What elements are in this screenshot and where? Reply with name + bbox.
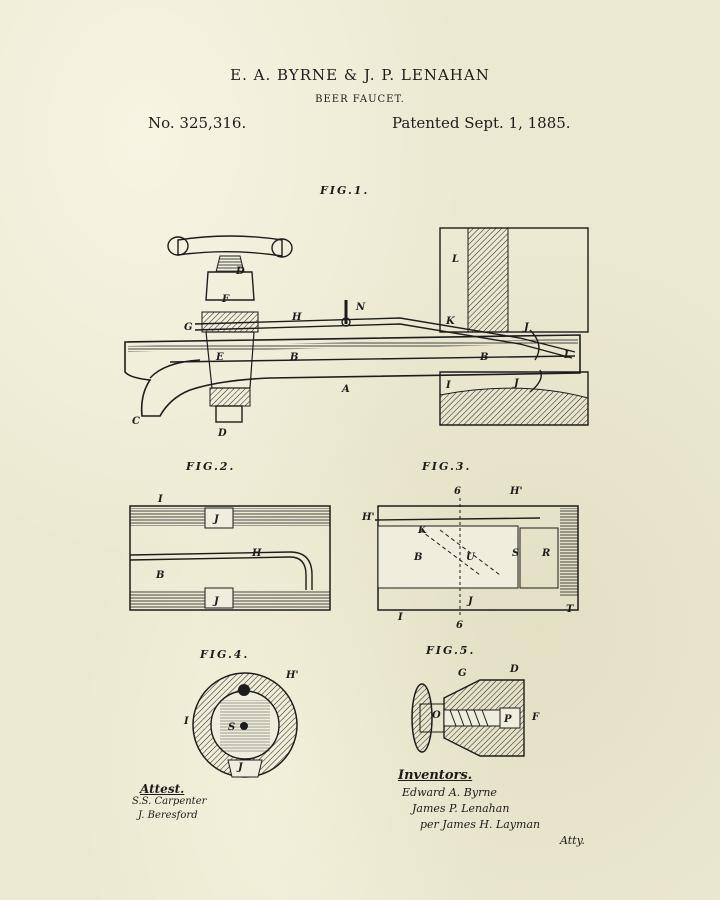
witness-signature-1: S.S. Carpenter — [132, 796, 207, 807]
fig1-label-16: D — [218, 428, 227, 439]
fig2-label-1: J — [214, 514, 219, 525]
fig1-label-1: F — [222, 294, 230, 305]
fig3-label-7: R — [542, 548, 551, 559]
figure-1-caption: FIG.1. — [320, 184, 370, 197]
fig1-label-9: E — [216, 352, 224, 363]
witness-signature-2: J. Beresford — [138, 810, 198, 821]
fig4-label-2: S — [228, 722, 236, 733]
figure-5-caption: FIG.5. — [426, 644, 476, 657]
fig1-label-2: G — [184, 322, 193, 333]
fig1-label-8: J — [514, 378, 519, 389]
fig3-label-3: K — [418, 525, 427, 536]
fig1-label-3: H — [292, 312, 302, 323]
fig5-label-2: O — [432, 710, 441, 721]
patent-number: No. 325,316. — [148, 114, 247, 132]
figure-2-caption: FIG.2. — [186, 460, 236, 473]
figure-4-caption: FIG.4. — [200, 648, 250, 661]
inventor-signature-1: Edward A. Byrne — [402, 786, 497, 799]
patent-subtitle: BEER FAUCET. — [315, 94, 405, 105]
attest-label: Attest. — [140, 782, 185, 796]
fig5-label-4: F — [532, 712, 540, 723]
fig1-label-12: I — [564, 350, 569, 361]
fig4-label-1: I — [184, 716, 189, 727]
fig1-label-13: I — [446, 380, 451, 391]
fig3-label-6: S — [512, 548, 520, 559]
fig3-label-9: J — [468, 596, 473, 607]
fig2-label-2: H — [252, 548, 262, 559]
fig2-label-3: B — [156, 570, 165, 581]
fig1-label-0: D — [236, 266, 245, 277]
fig3-label-5: U — [466, 552, 475, 563]
fig3-label-0: 6 — [454, 486, 461, 497]
inventors-label: Inventors. — [398, 768, 473, 783]
fig1-label-6: L — [452, 254, 460, 265]
fig5-label-3: P — [504, 714, 512, 725]
fig5-label-1: D — [510, 664, 519, 675]
figure-2-drawing — [130, 506, 330, 610]
figure-1-drawing — [125, 228, 588, 425]
inventor-signature-2: James P. Lenahan — [412, 802, 510, 815]
fig4-label-0: H' — [286, 670, 299, 681]
fig5-label-0: G — [458, 668, 467, 679]
figure-3-caption: FIG.3. — [422, 460, 472, 473]
fig3-label-11: 6 — [456, 620, 463, 631]
fig3-label-10: T — [566, 604, 574, 615]
fig3-label-1: H' — [510, 486, 523, 497]
fig1-label-7: J — [524, 322, 529, 333]
patent-date: Patented Sept. 1, 1885. — [392, 114, 571, 132]
fig1-label-15: C — [132, 416, 140, 427]
figure-4-drawing — [193, 673, 297, 777]
fig1-label-11: B — [480, 352, 489, 363]
attorney-title: Atty. — [560, 834, 585, 847]
fig3-label-4: B — [414, 552, 423, 563]
fig1-label-5: K — [446, 316, 455, 327]
fig2-label-4: J — [214, 596, 219, 607]
fig1-label-10: B — [290, 352, 299, 363]
fig1-label-4: N — [356, 302, 366, 313]
fig3-label-2: H' — [362, 512, 375, 523]
fig3-label-8: I — [398, 612, 403, 623]
attorney-signature: per James H. Layman — [420, 818, 541, 831]
fig2-label-0: I — [158, 494, 163, 505]
patent-title: E. A. BYRNE & J. P. LENAHAN — [230, 66, 490, 84]
fig1-label-14: A — [342, 384, 350, 395]
fig4-label-3: J — [238, 762, 243, 773]
